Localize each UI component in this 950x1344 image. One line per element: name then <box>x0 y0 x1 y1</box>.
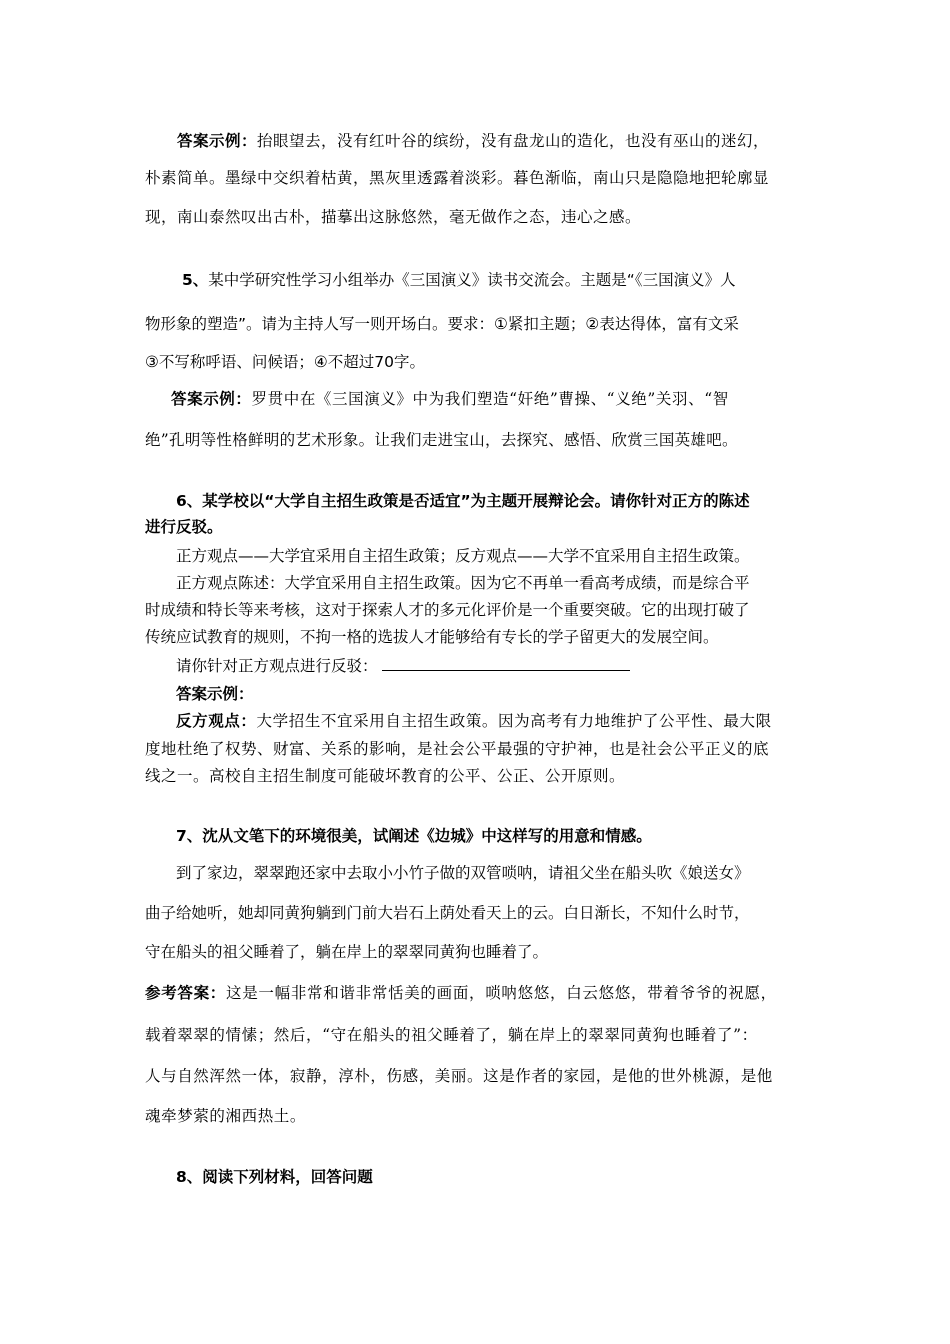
q6-title-line1: 6、某学校以“大学自主招生政策是否适宜”为主题开展辩论会。请你针对正方的陈述 <box>176 492 750 510</box>
q6-answer-label: 答案示例： <box>176 685 254 703</box>
q6-answer-line1 <box>176 711 772 731</box>
q5-line3: ③不写称呼语、问候语；④不超过70字。 <box>145 353 426 371</box>
q7-answer-line2: 载着翠翠的情愫；然后，“守在船头的祖父睡着了，躺在岸上的翠翠同黄狗也睡着了”： <box>145 1026 758 1044</box>
q5-answer-line2: 绝”孔明等性格鲜明的艺术形象。让我们走进宝山，去探究、感悟、欣赏三国英雄吧。 <box>145 431 738 449</box>
answer-label: 答案示例： <box>171 389 252 408</box>
q8-title: 8、阅读下列材料，回答问题 <box>176 1168 373 1186</box>
answer-text: 这是一幅非常和谐非常恬美的画面，唢呐悠悠，白云悠悠，带着爷爷的祝愿， <box>226 984 777 1002</box>
question-number: 5、 <box>182 271 209 289</box>
q7-text-line2: 曲子给她听，她却同黄狗躺到门前大岩石上荫处看天上的云。白日渐长，不知什么时节， <box>145 904 750 922</box>
q7-text-line1: 到了家边，翠翠跑还家中去取小小竹子做的双管唢呐，请祖父坐在船头吹《娘送女》 <box>176 864 750 882</box>
answer-label: 答案示例： <box>177 131 258 150</box>
q5-answer-line1 <box>171 389 729 409</box>
q7-answer-line1 <box>145 983 777 1003</box>
q6-answer-line3: 线之一。高校自主招生制度可能破坏教育的公平、公正、公开原则。 <box>145 767 626 785</box>
oppose-label: 反方观点： <box>176 712 257 730</box>
q6-para4: 传统应试教育的规则，不拘一格的选拔人才能够给有专长的学子留更大的发展空间。 <box>145 628 719 646</box>
q7-answer-line3: 人与自然浑然一体，寂静，淳朴，伤感，美丽。这是作者的家园，是他的世外桃源，是他 <box>145 1067 773 1085</box>
q6-para2: 正方观点陈述：大学宜采用自主招生政策。因为它不再单一看高考成绩，而是综合平 <box>176 574 750 592</box>
q5-line2: 物形象的塑造”。请为主持人写一则开场白。要求：①紧扣主题；②表达得体，富有文采 <box>145 315 739 333</box>
q6-title-line2: 进行反驳。 <box>145 518 223 536</box>
answer-text: 大学招生不宜采用自主招生政策。因为高考有力地维护了公平性、最大限 <box>256 712 772 730</box>
question-text: 某中学研究性学习小组举办《三国演义》读书交流会。主题是“《三国演义》人 <box>208 271 736 289</box>
q7-text-line3: 守在船头的祖父睡着了，躺在岸上的翠翠同黄狗也睡着了。 <box>145 943 549 961</box>
s4-answer-line2: 朴素简单。墨绿中交织着枯黄，黑灰里透露着淡彩。暮色渐临，南山只是隐隐地把轮廓显 <box>145 169 770 187</box>
q7-answer-line4: 魂牵梦萦的湘西热土。 <box>145 1107 307 1125</box>
s4-answer-line1 <box>177 131 769 151</box>
q6-answer-line2: 度地杜绝了权势、财富、关系的影响，是社会公平最强的守护神，也是社会公平正义的底 <box>145 740 770 758</box>
q6-prompt <box>176 656 630 676</box>
q6-para1: 正方观点——大学宜采用自主招生政策；反方观点——大学不宜采用自主招生政策。 <box>176 547 750 565</box>
answer-text: 罗贯中在《三国演义》中为我们塑造“奸绝”曹操、“义绝”关羽、“智 <box>251 390 729 408</box>
prompt-text: 请你针对正方观点进行反驳： <box>176 657 378 675</box>
answer-label: 参考答案： <box>145 984 227 1002</box>
q6-para3: 时成绩和特长等来考核，这对于探索人才的多元化评价是一个重要突破。它的出现打破了 <box>145 601 750 619</box>
q7-title: 7、沈从文笔下的环境很美，试阐述《边城》中这样写的用意和情感。 <box>176 827 652 845</box>
q5-line1 <box>182 270 736 290</box>
s4-answer-line3: 现，南山泰然叹出古朴，描摹出这脉悠然，毫无做作之态，违心之感。 <box>145 208 642 226</box>
answer-text: 抬眼望去，没有红叶谷的缤纷，没有盘龙山的造化，也没有巫山的迷幻， <box>257 132 770 150</box>
answer-blank[interactable] <box>382 656 630 671</box>
